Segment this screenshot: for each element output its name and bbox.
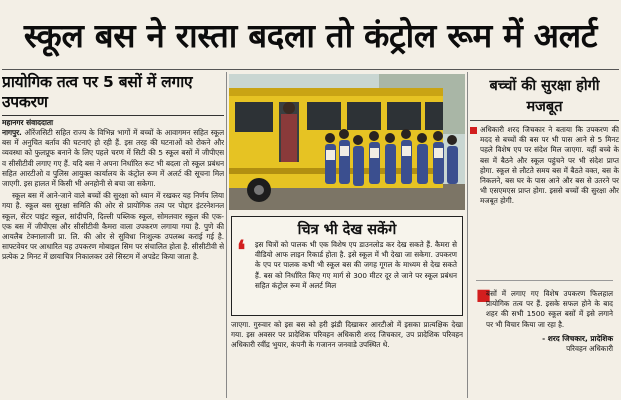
middle-continuation-text: जाएगा. गुरुवार को इस बस को हरी झंडी दिखाकर आरटीओ में इसका प्रात्यक्षिक देखा गया. इस अवसर पर प्रादेशिक परिवहन अधिकारी शरद जिचकार, उप प्रादेशिक परिवहन अधिकारी रवींद्र भुयार, कंपनी के गजानन जनवाडे उपस्थित थे.: [231, 320, 463, 350]
left-paragraph-1-text: ऑरेंजसिटी सहित राज्य के विभिन्न भागों में बच्चों के आवागमन सहित स्कूल बस में अनुचित बर्ताव की घटनाएं हो रही हैं. इस तरह की घटनाओं को रोकने और व्यवस्था को फुलप्रूफ बनाने के लिए पहले चरण में सिटी की 5 स्कूल बसों में जीपीएस व सीसीटीवी लगाए गए हैं. यदि बस ने अपना निर्धारित रूट भी बदला तो स्कूल प्रबंधन सहित आरटीओ व पुलिस आयुक्त कार्यालय के कंट्रोल रूम में अलर्ट की सूचना मिल जाएगी. इस हालत में किसी भी अनहोनी से बचा जा सकेगा.: [2, 128, 224, 189]
pull-quote-mark-icon: ■: [476, 285, 492, 304]
left-paragraph-1: [2, 128, 224, 189]
left-heading-rule: [2, 115, 224, 116]
dateline-reporter: महानगर संवाददाता: [2, 118, 54, 127]
pull-quote-body: [476, 285, 613, 330]
left-column: [2, 72, 224, 398]
school-bus-illustration: [229, 74, 465, 210]
column-divider-right: [467, 72, 468, 398]
right-column-text: अधिकारी शरद जिचकार ने बताया कि उपकरण की मदद से बच्चों की बस पर भी पास आने से 5 मिनट पहले विशेष एप पर संदेश मिल जाएगा. यहीं बच्चे के बस में बैठने और स्कूल पहुंचने पर भी संदेश प्राप्त होगा. स्कूल से लौटते समय बस में बैठते वक्त, बस के निकलने, बस घर के पास आने और बस से उतरने पर भी एसएमएस प्राप्त होगा. इससे बच्चों की सुरक्षा और मजबूत होगी.: [480, 125, 619, 206]
pull-quote-text: बसों में लगाए गए विशेष उपकरण फिलहाल प्रायोगिक तत्व पर हैं. इसके सफल होने के बाद शहर की सभी 1500 स्कूल बसों में इसे लगाने पर भी विचार किया जा रहा है.: [486, 289, 613, 329]
left-paragraph-2: स्कूल बस में आने-जाने वाले बच्चों की सुरक्षा को ध्यान में रखकर यह निर्णय लिया गया है. स्कूल बस सुरक्षा समिति की ओर से प्रायोगिक तत्व पर पोद्दार इंटरनेशनल स्कूल, सेंटर पाइंट स्कूल, सांदीपनि, दिल्ली पब्लिक स्कूल, सोमलवार स्कूल की एक-एक बस में जीपीएस और सीसीटीवी कैमरा वाला उपकरण लगाया गया है. पुणे की आयलैब टेक्नालाजी प्रा. लि. की ओर से सुविधा निःशुल्क उपलब्ध कराई गई है. साफ्टवेयर पर आधारित यह उपकरण मोबाइल सिम पर संचालित होता है. सीसीटीवी से प्रत्येक 2 मिनट में छायाचित्र निकालकर उसे सिस्टम में अपडेट किया जाता है.: [2, 191, 224, 262]
pull-quote: [476, 280, 613, 380]
main-headline: स्कूल बस ने रास्ता बदला तो कंट्रोल रूम में अलर्ट: [23, 16, 598, 55]
headline-rule: [2, 69, 619, 70]
sidebar-box-text: इस चित्रों को पालक भी एक विशेष एप डाउनलोड कर देख सकते हैं. कैमरा से वीडियो आफ लाइन रिकार्ड होता है. इसे स्कूल में भी देखा जा सकेगा. उपकरण के एप पर पालक कभी भी स्कूल बस की जगह गूगल के माध्यम से देख सकते हैं. बस को निर्धारित किए गए मार्ग से 300 मीटर दूर ले जाने पर स्कूल प्रबंधन सहित कंट्रोल रूम में अलर्ट मिल: [255, 240, 457, 290]
right-column-body: [470, 125, 619, 207]
pull-quote-role: परिवहन अधिकारी: [566, 344, 613, 354]
red-square-icon: [470, 127, 477, 134]
right-heading-rule: [470, 120, 619, 121]
pull-quote-attribution: - शरद जिचकार, प्रादेशिक: [542, 333, 613, 343]
school-bus-photo: [229, 74, 465, 210]
left-column-heading: प्रायोगिक तत्व पर 5 बसों में लगाए उपकरण: [2, 73, 193, 111]
sidebar-box-body: [237, 236, 457, 291]
sidebar-box: [231, 216, 463, 316]
right-column-heading: बच्चों की सुरक्षा होगी मजबूत: [489, 78, 600, 115]
dateline-place: नागपुर.: [2, 128, 22, 137]
column-divider-left: [226, 72, 227, 398]
quote-mark-icon: ❛: [237, 236, 246, 266]
sidebar-box-title: चित्र भी देख सकेंगे: [297, 222, 397, 238]
right-column: [470, 72, 619, 398]
